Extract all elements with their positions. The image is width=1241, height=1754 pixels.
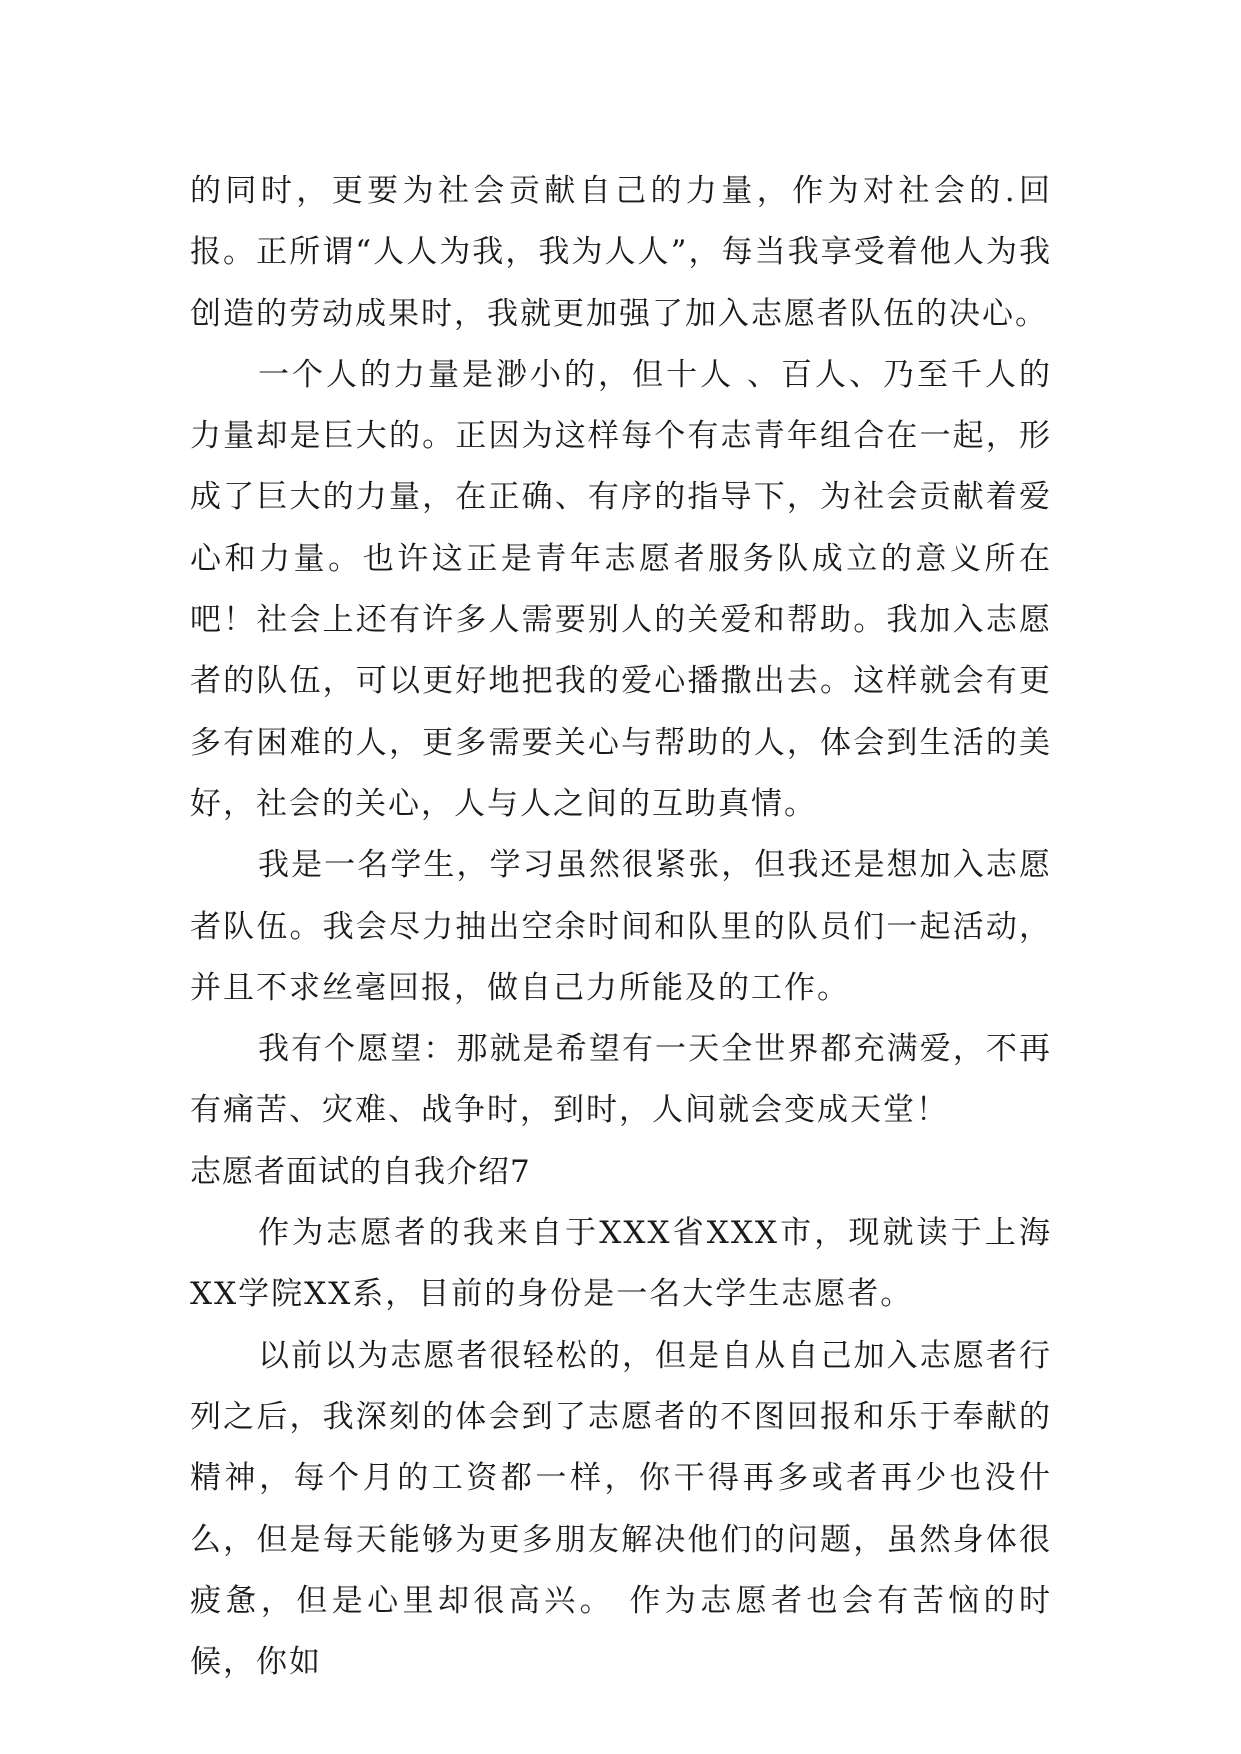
paragraph: 一个人的力量是渺小的，但十人 、百人、乃至千人的力量却是巨大的。正因为这样每个有志青年组合在一起，形成了巨大的力量，在正确、有序的指导下，为社会贡献着爱心和力量。也许这正是青年志愿者服务队成立的意义所在吧！社会上还有许多人需要别人的关爱和帮助。我加入志愿者的队伍，可以更好地把我的爱心播撒出去。这样就会有更多有困难的人，更多需要关心与帮助的人，体会到生活的美好，社会的关心，人与人之间的互助真情。 — [190, 356, 1052, 822]
paragraph: 作为志愿者的我来自于XXX省XXX市，现就读于上海XX学院XX系，目前的身份是一名大学生志愿者。 — [190, 1215, 1052, 1313]
document-body — [190, 161, 1052, 1693]
paragraph: 以前以为志愿者很轻松的，但是自从自己加入志愿者行列之后，我深刻的体会到了志愿者的不图回报和乐于奉献的精神，每个月的工资都一样，你干得再多或者再少也没什么，但是每天能够为更多朋友解决他们的问题，虽然身体很疲惫，但是心里却很高兴。 作为志愿者也会有苦恼的时候，你如 — [190, 1337, 1052, 1681]
section-heading: 志愿者面试的自我介绍7 — [190, 1153, 531, 1190]
paragraph: 我是一名学生，学习虽然很紧张，但我还是想加入志愿者队伍。我会尽力抽出空余时间和队里的队员们一起活动，并且不求丝毫回报，做自己力所能及的工作。 — [190, 847, 1052, 1006]
paragraph-continued: 的同时，更要为社会贡献自己的力量，作为对社会的.回报。正所谓“人人为我，我为人人”，每当我享受着他人为我创造的劳动成果时，我就更加强了加入志愿者队伍的决心。 — [190, 173, 1052, 332]
paragraph: 我有个愿望：那就是希望有一天全世界都充满爱，不再有痛苦、灾难、战争时，到时，人间就会变成天堂！ — [190, 1031, 1052, 1129]
